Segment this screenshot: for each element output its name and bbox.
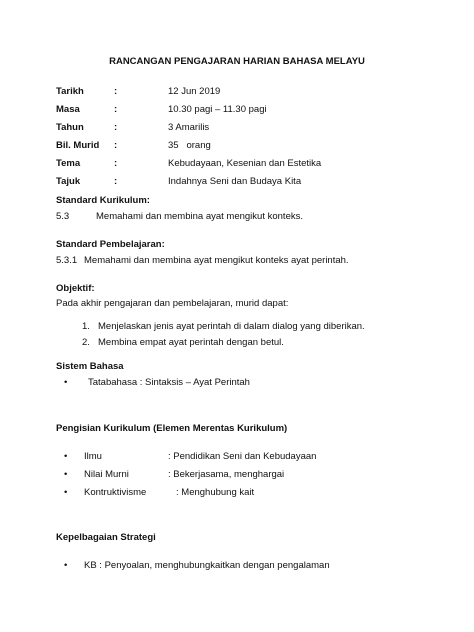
objektif-item-text: Menjelaskan jenis ayat perintah di dalam dialog yang diberikan. bbox=[98, 321, 365, 332]
bullet-icon bbox=[64, 469, 67, 481]
bullet-icon bbox=[64, 451, 67, 463]
info-colon: : bbox=[114, 86, 118, 97]
info-colon: : bbox=[114, 104, 118, 115]
info-label: Masa bbox=[56, 104, 80, 115]
bullet-icon bbox=[64, 377, 67, 389]
info-colon: : bbox=[114, 176, 118, 187]
objektif-item-number: 2. bbox=[82, 337, 90, 348]
kepelbagaian-heading: Kepelbagaian Strategi bbox=[56, 532, 156, 543]
pengisian-item-value: : Bekerjasama, menghargai bbox=[168, 469, 285, 480]
objektif-heading: Objektif: bbox=[56, 283, 95, 294]
objektif-item-number: 1. bbox=[82, 321, 90, 332]
standard-kurikulum-heading: Standard Kurikulum: bbox=[56, 195, 150, 206]
info-value: 3 Amarilis bbox=[168, 122, 210, 133]
bullet-icon bbox=[64, 487, 67, 499]
info-value: Kebudayaan, Kesenian dan Estetika bbox=[168, 158, 322, 169]
info-colon: : bbox=[114, 158, 118, 169]
info-value: 10.30 pagi – 11.30 pagi bbox=[168, 104, 267, 115]
sistem-bahasa-heading: Sistem Bahasa bbox=[56, 361, 124, 372]
pengisian-item-label: Ilmu bbox=[84, 451, 102, 462]
standard-pembelajaran-text: Memahami dan membina ayat mengikut konteks ayat perintah. bbox=[84, 255, 349, 266]
pengisian-item-value: : Menghubung kait bbox=[176, 487, 255, 498]
info-value: 12 Jun 2019 bbox=[168, 86, 221, 97]
standard-kurikulum-code: 5.3 bbox=[56, 211, 70, 222]
info-label: Tajuk bbox=[56, 176, 81, 187]
info-value: Indahnya Seni dan Budaya Kita bbox=[168, 176, 302, 187]
pengisian-item-label: Kontruktivisme bbox=[84, 487, 147, 498]
pengisian-heading: Pengisian Kurikulum (Elemen Merentas Kurikulum) bbox=[56, 423, 288, 434]
bullet-icon bbox=[64, 560, 67, 572]
objektif-item-text: Membina empat ayat perintah dengan betul. bbox=[98, 337, 284, 348]
info-value: 35 orang bbox=[168, 140, 211, 151]
document-title: RANCANGAN PENGAJARAN HARIAN BAHASA MELAYU bbox=[109, 56, 365, 67]
standard-pembelajaran-heading: Standard Pembelajaran: bbox=[56, 239, 165, 250]
info-label: Tarikh bbox=[56, 86, 84, 97]
objektif-intro: Pada akhir pengajaran dan pembelajaran, murid dapat: bbox=[56, 298, 289, 309]
sistem-bahasa-item: Tatabahasa : Sintaksis – Ayat Perintah bbox=[88, 377, 250, 388]
info-colon: : bbox=[114, 122, 118, 133]
info-label: Tahun bbox=[56, 122, 84, 133]
standard-kurikulum-text: Memahami dan membina ayat mengikut konteks. bbox=[96, 211, 303, 222]
info-label: Tema bbox=[56, 158, 81, 169]
info-colon: : bbox=[114, 140, 118, 151]
kepelbagaian-item: KB : Penyoalan, menghubungkaitkan dengan pengalaman bbox=[84, 560, 330, 571]
pengisian-item-label: Nilai Murni bbox=[84, 469, 129, 480]
standard-pembelajaran-code: 5.3.1 bbox=[56, 255, 78, 266]
pengisian-item-value: : Pendidikan Seni dan Kebudayaan bbox=[168, 451, 317, 462]
info-label: Bil. Murid bbox=[56, 140, 100, 151]
